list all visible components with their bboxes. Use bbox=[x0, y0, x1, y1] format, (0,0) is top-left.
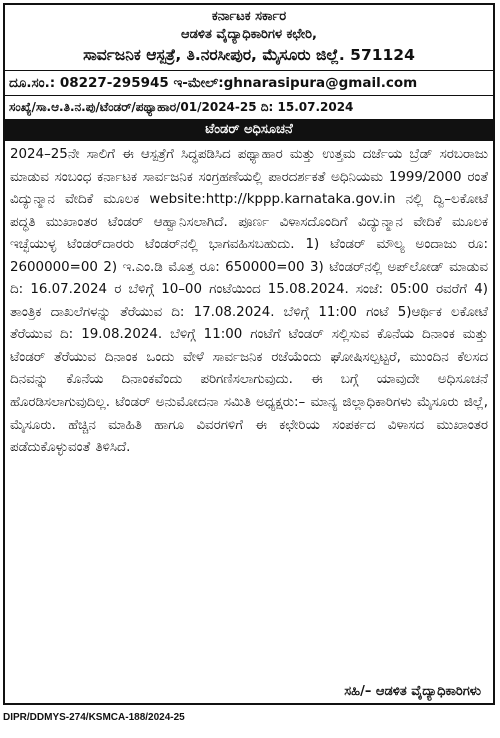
notice-body: 2024–25ನೇ ಸಾಲಿಗೆ ಈ ಆಸ್ಪತ್ರೆಗೆ ಸಿದ್ಧಪಡಿಸಿದ ಪಥ್ಯಾಹಾರ ಮತ್ತು ಉತ್ತಮ ದರ್ಜೆಯ ಬ್ರೆಡ್ ಸರಬರಾಜು ಮಾಡುವ ಸಂಬಂಧ ಕರ್ನಾಟಕ ಸಾರ್ವಜನಿಕ ಸಂಗ್ರಹಣೆಯಲ್ಲಿ ಪಾರದರ್ಶಕತೆ ಅಧಿನಿಯಮ 1999/2000 ರಂತೆ ವಿದ್ಯುನ್ಮಾನ ವೇದಿಕೆ ಮೂಲಕ website:http://kppp.karnataka.gov.in ನಲ್ಲಿ ದ್ವಿ–ಲಕೋಟೆ ಪದ್ಧತಿ ಮುಖಾಂತರ ಟೆಂಡರ್ ಆಹ್ವಾನಿಸಲಾಗಿದೆ. ಪೂರ್ಣ ವಿಳಾಸದೊಂದಿಗೆ ವಿದ್ಯುನ್ಮಾನ ವೇದಿಕೆ ಮೂಲಕ ಇಚ್ಛೆಯುಳ್ಳ ಟೆಂಡರ್‌ದಾರರು ಟೆಂಡರ್‌ನಲ್ಲಿ ಭಾಗವಹಿಸಬಹುದು. 1) ಟೆಂಡರ್ ಮೌಲ್ಯ ಅಂದಾಜು ರೂ: 2600000=00 2) ಇ.ಎಂ.ಡಿ ಮೊತ್ತ ರೂ: 650000=00 3) ಟೆಂಡರ್‌ನಲ್ಲಿ ಅಪ್‌ಲೋಡ್ ಮಾಡುವ ದಿ: 16.07.2024 ರ ಬೆಳಿಗ್ಗೆ 10–00 ಗಂಟೆಯಿಂದ 15.08.2024. ಸಂಜೆ: 05:00 ರವರೆಗೆ 4) ತಾಂತ್ರಿಕ ದಾಖಲೆಗಳನ್ನು ತೆರೆಯುವ ದಿ: 17.08.2024. ಬೆಳಿಗ್ಗೆ 11:00 ಗಂಟೆ 5)ಆರ್ಥಿಕ ಲಕೋಟೆ ತೆರೆಯುವ ದಿ: 19.08.2024. ಬೆಳಿಗ್ಗೆ 11:00 ಗಂಟೆಗೆ ಟೆಂಡರ್ ಸಲ್ಲಿಸುವ ಕೊನೆಯ ದಿನಾಂಕ ಮತ್ತು ಟೆಂಡರ್ ತೆರೆಯುವ ದಿನಾಂಕ ಒಂದು ವೇಳೆ ಸಾರ್ವಜನಿಕ ರಜೆಯೆಂದು ಘೋಷಿಸಲ್ಪಟ್ಟರೆ, ಮುಂದಿನ ಕೆಲಸದ ದಿನವನ್ನು ಕೊನೆಯ ದಿನಾಂಕವೆಂದು ಪರಿಗಣಿಸಲಾಗುವುದು. ಈ ಬಗ್ಗೆ ಯಾವುದೇ ಅಧಿಸೂಚನೆ ಹೊರಡಿಸಲಾಗುವುದಿಲ್ಲ. ಟೆಂಡರ್ ಅನುಮೋದನಾ ಸಮಿತಿ ಅಧ್ಯಕ್ಷರು:– ಮಾನ್ಯ ಜಿಲ್ಲಾಧಿಕಾರಿಗಳು ಮೈಸೂರು ಜಿಲ್ಲೆ, ಮೈಸೂರು. ಹೆಚ್ಚಿನ ಮಾಹಿತಿ ಹಾಗೂ ವಿವರಗಳಿಗೆ ಈ ಕಛೇರಿಯ ಸಂಪರ್ಕದ ವಿಳಾಸದ ಮುಖಾಂತರ ಪಡೆದುಕೊಳ್ಳುವಂತೆ ತಿಳಿಸಿದೆ. bbox=[10, 147, 488, 456]
office-name: ಆಡಳಿತ ವೈದ್ಯಾಧಿಕಾರಿಗಳ ಕಛೇರಿ, bbox=[181, 27, 317, 42]
footer-code: DIPR/DDMYS-274/KSMCA-188/2024-25 bbox=[3, 712, 185, 723]
signature-line: ಸಹಿ/– ಆಡಳಿತ ವೈದ್ಯಾಧಿಕಾರಿಗಳು bbox=[344, 684, 481, 699]
notice-title-bar: ಟೆಂಡರ್ ಅಧಿಸೂಚನೆ bbox=[5, 119, 493, 141]
office-address: ಸಾರ್ವಜನಿಕ ಆಸ್ಪತ್ರೆ, ತಿ.ನರಸೀಪುರ, ಮೈಸೂರು ಜಿಲ್ಲೆ. 571124 bbox=[83, 46, 415, 64]
tender-notice bbox=[3, 3, 495, 705]
reference-number: ಸಂಖ್ಯೆ/ಸಾ.ಆ.ತಿ.ನ.ಪು/ಟೆಂಡರ್/ಪಥ್ಯಾಹಾರ/01/2024-25 ದಿ: 15.07.2024 bbox=[5, 95, 493, 119]
contact-line: ದೂ.ಸಂ.: 08227-295945 ಇ-ಮೇಲ್:ghnarasipura@gmail.com bbox=[5, 70, 493, 95]
notice-header bbox=[5, 9, 493, 70]
government-name: ಕರ್ನಾಟಕ ಸರ್ಕಾರ bbox=[211, 9, 287, 24]
